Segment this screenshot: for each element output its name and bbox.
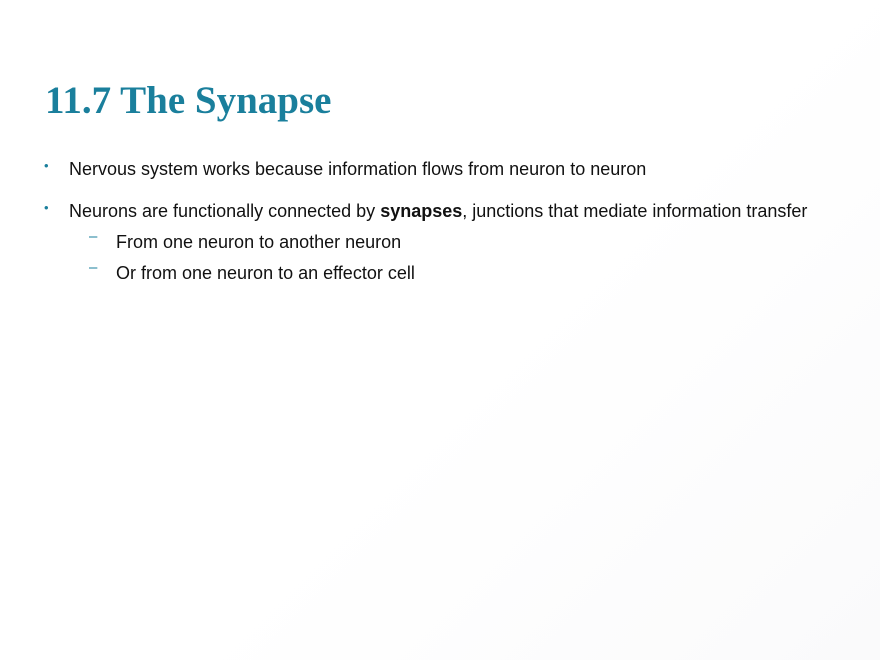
- bullet-icon: •: [44, 200, 49, 215]
- bold-term-synapses: synapses: [380, 201, 463, 221]
- slide-title: 11.7 The Synapse: [45, 79, 332, 122]
- bullet-icon: •: [44, 158, 49, 173]
- sub-bullet-icon: –: [89, 259, 98, 276]
- bullet-item: [44, 200, 834, 284]
- sub-bullet-item: [69, 228, 834, 253]
- sub-bullet-text: Or from one neuron to an effector cell: [116, 263, 415, 283]
- bullet-text-end: , junctions that mediate information transfer: [462, 201, 808, 221]
- sub-bullet-item: [69, 259, 834, 284]
- bullet-list: [44, 158, 834, 304]
- sub-bullet-text: From one neuron to another neuron: [116, 232, 402, 252]
- bullet-text: [69, 201, 807, 221]
- sub-bullet-icon: –: [89, 228, 98, 245]
- sub-bullet-list: [69, 228, 834, 284]
- bullet-text-start: Neurons are functionally connected by: [69, 201, 381, 221]
- bullet-item: [44, 158, 834, 180]
- bullet-text: Nervous system works because information flows from neuron to neuron: [69, 159, 647, 179]
